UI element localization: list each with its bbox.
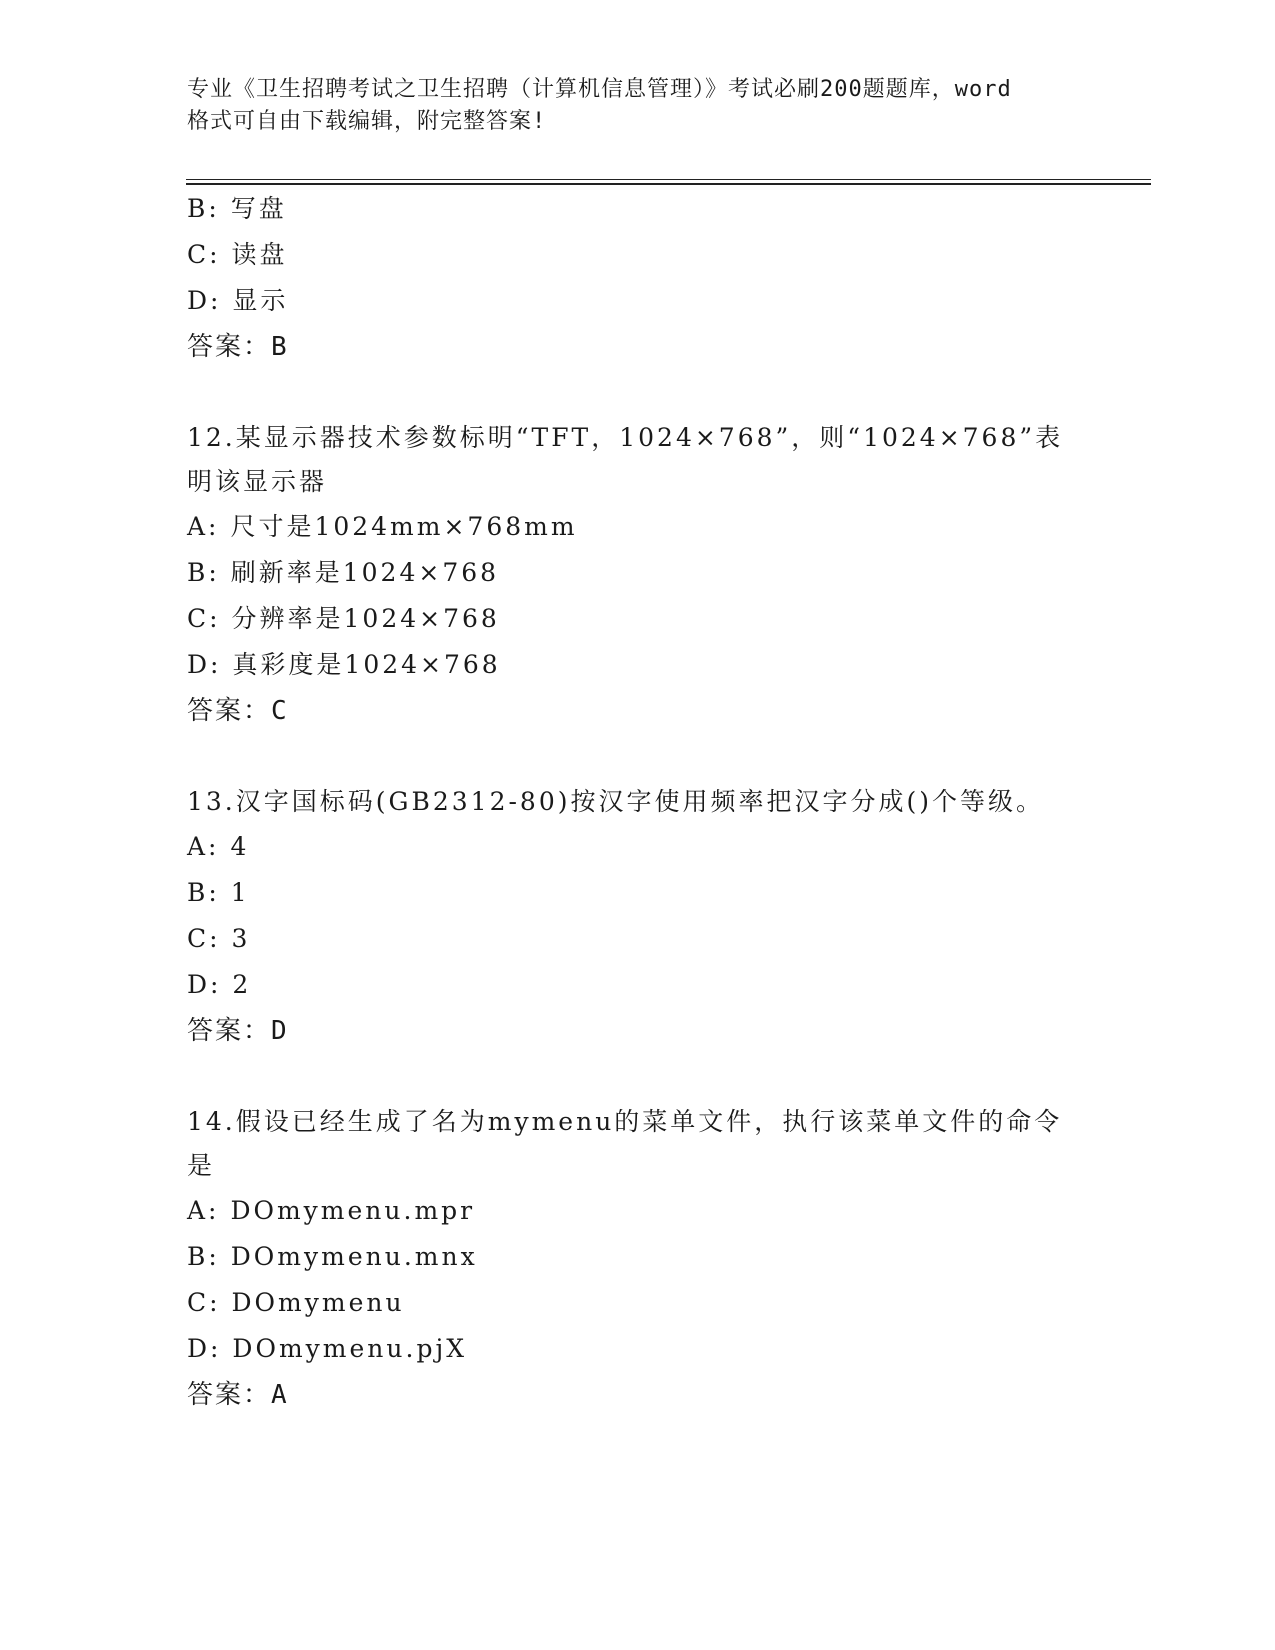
option-c	[187, 596, 1087, 642]
header-line-1: 专业《卫生招聘考试之卫生招聘（计算机信息管理）》考试必刷200题题库，word	[187, 77, 1012, 102]
option-text: 显示	[232, 286, 289, 315]
stem-line-2: 是	[187, 1151, 216, 1180]
answer-label: 答案：	[187, 696, 272, 726]
option-text: 3	[231, 924, 251, 953]
option-b	[187, 870, 1087, 916]
option-text: 2	[232, 970, 252, 999]
option-label: A:	[187, 512, 220, 541]
question-stem	[187, 1100, 1087, 1188]
option-c	[187, 916, 1087, 962]
answer-value: B	[271, 332, 289, 362]
question-stem	[187, 780, 1087, 824]
stem-line-1: 12.某显示器技术参数标明“TFT，1024×768”，则“1024×768”表	[187, 423, 1064, 452]
question-11-tail	[187, 186, 1087, 370]
stem-line-2: 明该显示器	[187, 467, 328, 496]
option-c	[187, 232, 1087, 278]
spacer	[187, 1054, 1087, 1100]
option-text: 读盘	[231, 240, 288, 269]
option-a	[187, 504, 1087, 550]
header-divider-thin	[186, 179, 1151, 180]
option-label: C:	[187, 924, 221, 953]
option-label: A:	[187, 1196, 220, 1225]
document-header	[187, 74, 1087, 138]
answer-value: D	[271, 1016, 289, 1046]
option-text: DOmymenu.pjX	[232, 1334, 467, 1363]
answer-line	[187, 324, 1087, 370]
stem-line-1: 13.汉字国标码(GB2312-80)按汉字使用频率把汉字分成()个等级。	[187, 787, 1044, 816]
option-label: B:	[187, 194, 220, 223]
question-12	[187, 416, 1087, 734]
option-c	[187, 1280, 1087, 1326]
answer-value: C	[271, 696, 289, 726]
option-text: 4	[230, 832, 250, 861]
option-text: 尺寸是1024mm×768mm	[230, 512, 578, 541]
option-label: C:	[187, 1288, 221, 1317]
option-label: B:	[187, 1242, 220, 1271]
option-text: 写盘	[230, 194, 287, 223]
option-text: 真彩度是1024×768	[232, 650, 501, 679]
question-stem	[187, 416, 1087, 504]
option-b	[187, 550, 1087, 596]
answer-line	[187, 1008, 1087, 1054]
question-13	[187, 780, 1087, 1054]
option-d	[187, 962, 1087, 1008]
answer-label: 答案：	[187, 332, 272, 362]
option-label: D:	[187, 1334, 222, 1363]
answer-value: A	[271, 1380, 289, 1410]
option-text: 刷新率是1024×768	[230, 558, 500, 587]
option-label: D:	[187, 970, 222, 999]
option-label: A:	[187, 832, 220, 861]
answer-line	[187, 1372, 1087, 1418]
option-b	[187, 186, 1087, 232]
question-list	[187, 186, 1087, 1418]
spacer	[187, 370, 1087, 416]
answer-line	[187, 688, 1087, 734]
answer-label: 答案：	[187, 1380, 272, 1410]
option-label: B:	[187, 878, 220, 907]
option-d	[187, 278, 1087, 324]
option-d	[187, 642, 1087, 688]
option-text: 分辨率是1024×768	[231, 604, 500, 633]
option-label: C:	[187, 240, 221, 269]
option-d	[187, 1326, 1087, 1372]
spacer	[187, 734, 1087, 780]
question-14	[187, 1100, 1087, 1418]
option-text: DOmymenu	[231, 1288, 405, 1317]
option-text: DOmymenu.mpr	[230, 1196, 476, 1225]
option-label: B:	[187, 558, 220, 587]
option-text: DOmymenu.mnx	[230, 1242, 478, 1271]
option-b	[187, 1234, 1087, 1280]
option-label: D:	[187, 650, 222, 679]
option-a	[187, 824, 1087, 870]
stem-line-1: 14.假设已经生成了名为mymenu的菜单文件，执行该菜单文件的命令	[187, 1107, 1063, 1136]
header-divider-thick	[186, 183, 1151, 185]
option-text: 1	[230, 878, 250, 907]
option-label: C:	[187, 604, 221, 633]
option-label: D:	[187, 286, 222, 315]
header-line-2: 格式可自由下载编辑，附完整答案!	[187, 109, 547, 134]
option-a	[187, 1188, 1087, 1234]
answer-label: 答案：	[187, 1016, 272, 1046]
